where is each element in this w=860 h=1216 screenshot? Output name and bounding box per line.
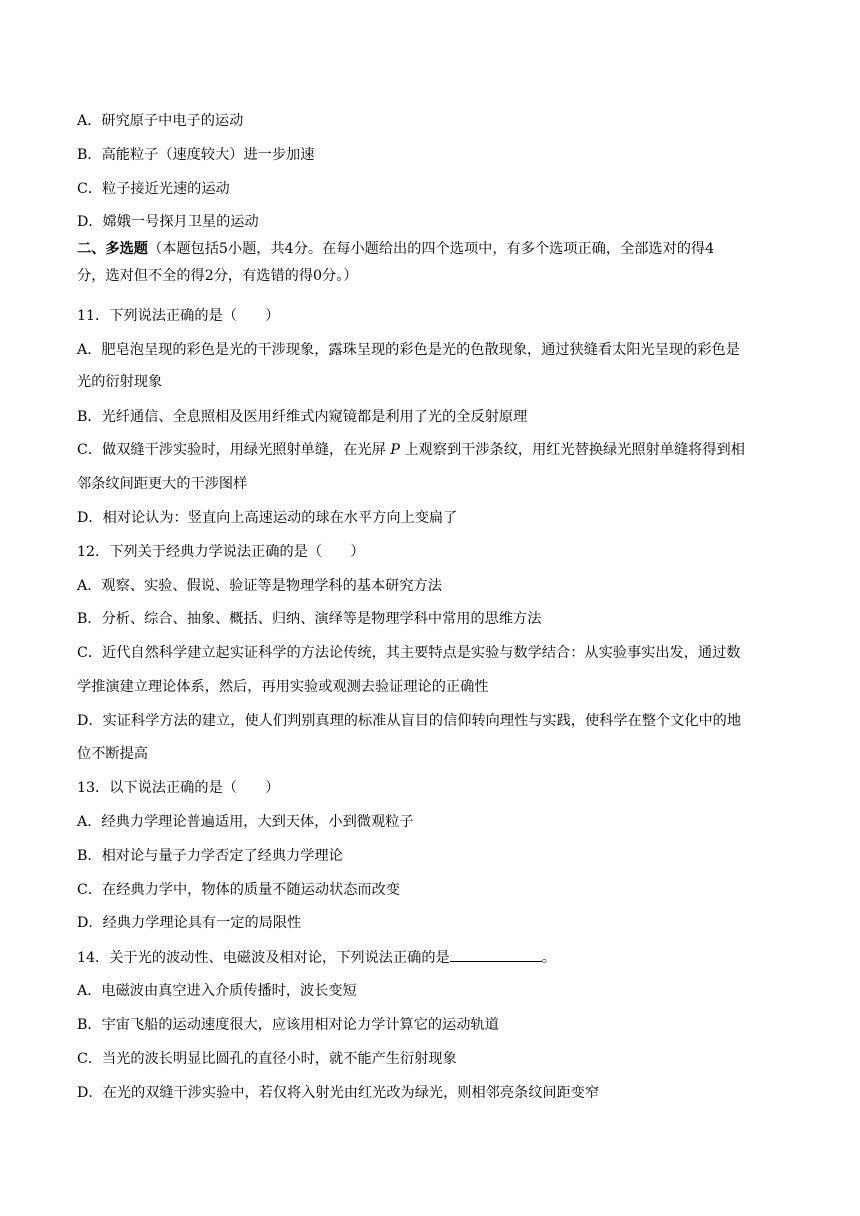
q12-option-b: B．分析、综合、抽象、概括、归纳、演绎等是物理学科中常用的思维方法	[77, 611, 542, 627]
q14-stem: 14．关于光的波动性、电磁波及相对论，下列说法正确的是	[77, 950, 450, 966]
q11-option-a-line1: A．肥皂泡呈现的彩色是光的干涉现象，露珠呈现的彩色是光的色散现象，通过狭缝看太阳光呈现的彩色是	[77, 342, 740, 358]
q11-option-b: B．光纤通信、全息照相及医用纤维式内窥镜都是利用了光的全反射原理	[77, 409, 528, 425]
q12-option-d-line2: 位不断提高	[77, 746, 148, 762]
q11-option-a-line2: 光的衍射现象	[77, 374, 163, 390]
prev-option-d: D．嫦娥一号探月卫星的运动	[77, 214, 259, 230]
q11-option-c-var: P	[390, 442, 400, 458]
section-2-instructions-line1	[77, 239, 787, 259]
q12-option-d-line1: D．实证科学方法的建立，使人们判别真理的标准从盲目的信仰转向理性与实践，使科学在整个文化中的地	[77, 713, 742, 729]
section-2-instructions-line2: 分，选对但不全的得2分，有选错的得0分。）	[77, 268, 358, 284]
q14-stem-line	[77, 947, 787, 968]
prev-option-c: C．粒子接近光速的运动	[77, 181, 230, 197]
q12-option-a: A．观察、实验、假说、验证等是物理学科的基本研究方法	[77, 578, 442, 594]
answer-blank	[450, 947, 542, 962]
q13-option-c: C．在经典力学中，物体的质量不随运动状态而改变	[77, 882, 400, 898]
q11-option-d: D．相对论认为：竖直向上高速运动的球在水平方向上变扁了	[77, 510, 458, 526]
q14-option-d: D．在光的双缝干涉实验中，若仅将入射光由红光改为绿光，则相邻亮条纹间距变窄	[77, 1085, 600, 1101]
q13-option-d: D．经典力学理论具有一定的局限性	[77, 915, 302, 931]
q12-option-c-line1: C．近代自然科学建立起实证科学的方法论传统，其主要特点是实验与数学结合：从实验事实出发，通过数	[77, 645, 741, 661]
q14-option-c: C．当光的波长明显比圆孔的直径小时，就不能产生衍射现象	[77, 1051, 457, 1067]
q11-option-c-line2: 邻条纹间距更大的干涉图样	[77, 476, 248, 492]
prev-option-a: A．研究原子中电子的运动	[77, 113, 244, 129]
q11-option-c-part1: C．做双缝干涉实验时，用绿光照射单缝，在光屏	[77, 442, 386, 458]
q13-option-a: A．经典力学理论普遍适用，大到天体，小到微观粒子	[77, 814, 414, 830]
q13-option-b: B．相对论与量子力学否定了经典力学理论	[77, 848, 343, 864]
q14-option-a: A．电磁波由真空进入介质传播时，波长变短	[77, 983, 357, 999]
q14-option-b: B．宇宙飞船的运动速度很大，应该用相对论力学计算它的运动轨道	[77, 1017, 499, 1033]
section-2-heading: 二、多选题	[77, 241, 148, 257]
section-2-instructions: （本题包括5小题，共4分。在每小题给出的四个选项中，有多个选项正确，全部选对的得4	[147, 241, 715, 257]
q12-option-c-line2: 学推演建立理论体系，然后，再用实验或观测去验证理论的正确性	[77, 679, 489, 695]
q11-option-c-part2: 上观察到干涉条纹，用红光替换绿光照射单缝将得到相	[404, 442, 745, 458]
q13-stem: 13．以下说法正确的是（ ）	[77, 780, 280, 796]
q11-stem: 11．下列说法正确的是（ ）	[77, 308, 280, 324]
q12-stem: 12．下列关于经典力学说法正确的是（ ）	[77, 544, 365, 560]
q14-stem-end: 。	[541, 950, 556, 966]
q11-option-c-line1	[77, 440, 787, 460]
prev-option-b: B．高能粒子（速度较大）进一步加速	[77, 147, 315, 163]
